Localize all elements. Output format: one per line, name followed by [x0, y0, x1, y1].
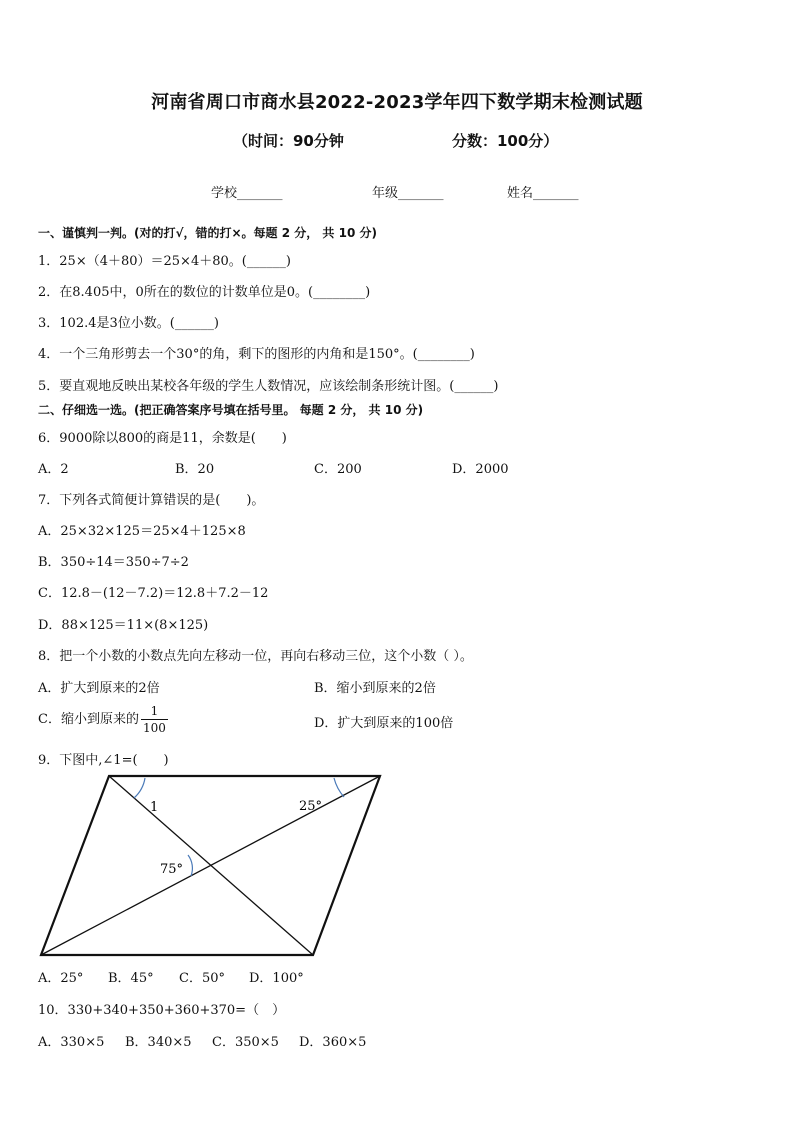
q9-option-c: C．50° [179, 971, 225, 986]
question-2: 2．在8.405中，0所在的数位的计数单位是0。(________) [38, 285, 371, 300]
q7-option-b: B．350÷14＝350÷7÷2 [38, 555, 189, 570]
q9-option-a: A．25° [38, 971, 84, 986]
name-field: 姓名_______ [507, 186, 579, 201]
q7-option-c: C．12.8－(12－7.2)＝12.8＋7.2－12 [38, 586, 269, 601]
q9-option-d: D．100° [249, 971, 304, 986]
section2-heading: 二、仔细选一选。(把正确答案序号填在括号里。 每题 2 分， 共 10 分) [38, 403, 424, 417]
diagonal-right-to-bottom [41, 776, 380, 955]
question-7: 7．下列各式简便计算错误的是( )。 [38, 493, 265, 508]
q10-option-b: B．340×5 [125, 1035, 192, 1050]
school-field: 学校_______ [211, 186, 283, 201]
q10-option-d: D．360×5 [299, 1035, 367, 1050]
q7-option-d: D．88×125＝11×(8×125) [38, 618, 209, 633]
question-10: 10．330+340+350+360+370=（ ） [38, 1003, 286, 1018]
grade-field: 年级_______ [372, 186, 444, 201]
q6-option-a: A．2 [38, 462, 69, 477]
exam-score: 分数：100分） [452, 132, 559, 150]
q8-option-b: B．缩小到原来的2倍 [314, 681, 436, 696]
fraction-numerator: 1 [141, 703, 168, 720]
question-9: 9．下图中,∠1=( ) [38, 753, 169, 768]
question-6: 6．9000除以800的商是11，余数是( ) [38, 431, 287, 446]
angle-1-arc [134, 778, 145, 798]
question-8: 8．把一个小数的小数点先向左移动一位，再向右移动三位，这个小数（ ）。 [38, 649, 473, 664]
q6-option-d: D．2000 [452, 462, 509, 477]
q8-option-a: A．扩大到原来的2倍 [38, 681, 160, 696]
q6-option-b: B．20 [175, 462, 215, 477]
section1-heading: 一、谨慎判一判。(对的打√，错的打×。每题 2 分， 共 10 分) [38, 226, 377, 240]
q10-option-a: A．330×5 [38, 1035, 105, 1050]
question-1: 1．25×（4＋80）＝25×4＋80。(______) [38, 254, 291, 269]
angle-1-label: 1 [150, 800, 159, 815]
q10-option-c: C．350×5 [212, 1035, 279, 1050]
question-3: 3．102.4是3位小数。(______) [38, 316, 219, 331]
q8-option-d: D．扩大到原来的100倍 [314, 716, 454, 731]
q9-option-b: B．45° [108, 971, 154, 986]
fraction-denominator: 100 [142, 721, 166, 735]
q8-option-c-label: C．缩小到原来的 [38, 712, 139, 727]
q6-option-c: C．200 [314, 462, 362, 477]
question-4: 4．一个三角形剪去一个30°的角，剩下的图形的内角和是150°。(________) [38, 347, 475, 362]
exam-time: （时间：90分钟 [233, 132, 344, 150]
page-title: 河南省周口市商水县2022-2023学年四下数学期末检测试题 [151, 92, 643, 113]
angle-75-label: 75° [160, 862, 184, 877]
angle-75-arc [188, 855, 192, 876]
question-5: 5．要直观地反映出某校各年级的学生人数情况，应该绘制条形统计图。(______) [38, 379, 499, 394]
angle-25-arc [334, 778, 344, 797]
angle-25-label: 25° [299, 799, 323, 814]
q7-option-a: A．25×32×125＝25×4＋125×8 [38, 524, 246, 539]
